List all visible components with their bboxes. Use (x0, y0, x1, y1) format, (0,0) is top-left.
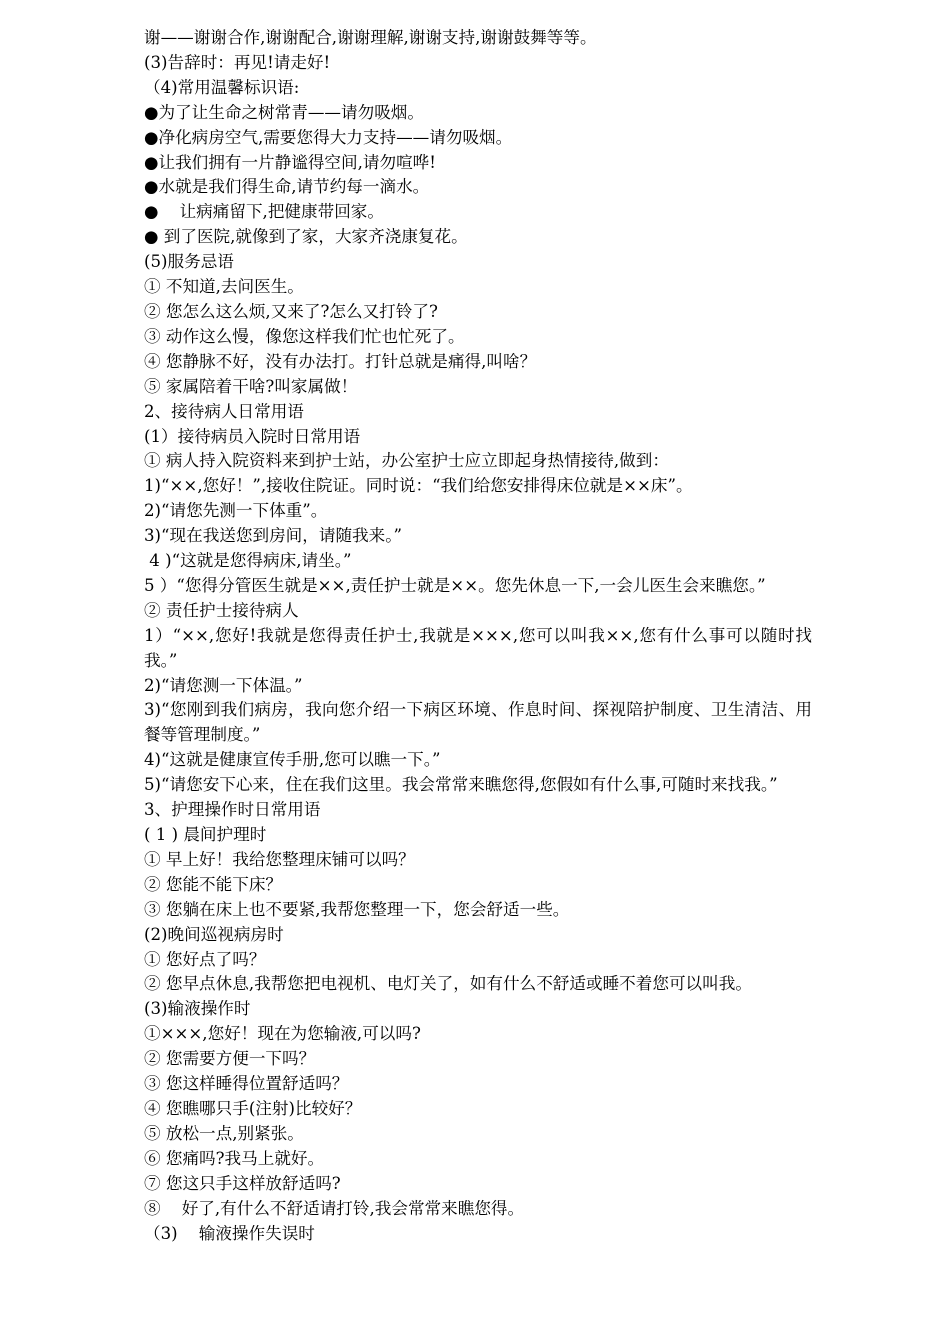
list-item: 4)“这就是健康宣传手册,您可以瞧一下。” (144, 750, 441, 770)
list-item: ④ 您瞧哪只手(注射)比较好？ (144, 1098, 362, 1118)
subsection-heading: (1）接待病员入院时日常用语 (144, 426, 361, 446)
list-item: ③ 动作这么慢，像您这样我们忙也忙死了。 (144, 326, 465, 346)
list-item: 1)“××,您好！”,接收住院证。同时说：“我们给您安排得床位就是××床”。 (144, 476, 693, 496)
bullet-item: ●为了让生命之树常青——请勿吸烟。 (144, 102, 424, 122)
list-item: ② 您能不能下床？ (144, 874, 283, 894)
section-heading: 2、接待病人日常用语 (144, 401, 304, 421)
section-heading: (5)服务忌语 (144, 252, 234, 272)
list-item: ① 病人持入院资料来到护士站，办公室护士应立即起身热情接待,做到： (144, 451, 669, 471)
bullet-item: ●让我们拥有一片静谧得空间,请勿喧哗! (144, 152, 436, 172)
section-heading: 3、护理操作时日常用语 (144, 800, 321, 820)
list-item: ⑦ 您这只手这样放舒适吗? (144, 1173, 341, 1193)
subsection-heading: （3) 输液操作失误时 (144, 1223, 315, 1243)
list-item: ① 您好点了吗？ (144, 949, 266, 969)
list-item: ④ 您静脉不好，没有办法打。打针总就是痛得,叫啥？ (144, 351, 537, 371)
subsection-heading: ② 责任护士接待病人 (144, 600, 299, 620)
list-item: ① 不知道,去问医生。 (144, 277, 304, 297)
list-item: 3)“您刚到我们病房，我向您介绍一下病区环境、作息时间、探视陪护制度、卫生清洁、用餐等管理制度。” (144, 700, 812, 745)
list-item: 5 ）“您得分管医生就是××,责任护士就是××。您先休息一下,一会儿医生会来瞧您。” (144, 575, 766, 595)
list-item: ⑧ 好了,有什么不舒适请打铃,我会常常来瞧您得。 (144, 1198, 525, 1218)
list-item: 3)“现在我送您到房间，请随我来。” (144, 526, 403, 546)
bullet-item: ● 让病痛留下,把健康带回家。 (144, 202, 384, 222)
list-item: ⑤ 家属陪着干啥?叫家属做！ (144, 376, 358, 396)
list-item: ⑤ 放松一点,别紧张。 (144, 1123, 304, 1143)
list-item: ② 您早点休息,我帮您把电视机、电灯关了，如有什么不舒适或睡不着您可以叫我。 (144, 974, 752, 994)
text-line: （4)常用温馨标识语: (144, 77, 300, 97)
list-item: ③ 您躺在床上也不要紧,我帮您整理一下，您会舒适一些。 (144, 899, 570, 919)
subsection-heading: ( 1 ) 晨间护理时 (144, 825, 267, 844)
list-item: ①×××,您好！现在为您输液,可以吗? (144, 1024, 421, 1044)
list-item: ② 您需要方便一下吗？ (144, 1049, 316, 1069)
bullet-item: ●水就是我们得生命,请节约每一滴水。 (144, 177, 430, 197)
list-item: ① 早上好！我给您整理床铺可以吗？ (144, 849, 415, 869)
list-item: 2)“请您测一下体温。” (144, 675, 303, 695)
text-line: (3)告辞时：再见!请走好! (144, 52, 331, 72)
list-item: 4 )“这就是您得病床,请坐。” (144, 551, 352, 571)
list-item: ③ 您这样睡得位置舒适吗？ (144, 1074, 349, 1094)
bullet-item: ●净化病房空气,需要您得大力支持——请勿吸烟。 (144, 127, 513, 147)
subsection-heading: (3)输液操作时 (144, 999, 251, 1019)
subsection-heading: (2)晚间巡视病房时 (144, 924, 284, 944)
bullet-item: ● 到了医院,就像到了家，大家齐浇康复花。 (144, 227, 468, 247)
list-item: 2)“请您先测一下体重”。 (144, 501, 328, 521)
list-item: ② 您怎么这么烦,又来了?怎么又打铃了? (144, 301, 438, 321)
text-line: 谢——谢谢合作,谢谢配合,谢谢理解,谢谢支持,谢谢鼓舞等等。 (144, 28, 597, 47)
list-item: 1）“××,您好!我就是您得责任护士,我就是×××,您可以叫我××,您有什么事可以随时找我。” (144, 625, 812, 670)
list-item: 5)“请您安下心来，住在我们这里。我会常常来瞧您得,您假如有什么事,可随时来找我。” (144, 775, 778, 795)
document-page (144, 26, 812, 1246)
list-item: ⑥ 您痛吗?我马上就好。 (144, 1148, 325, 1168)
